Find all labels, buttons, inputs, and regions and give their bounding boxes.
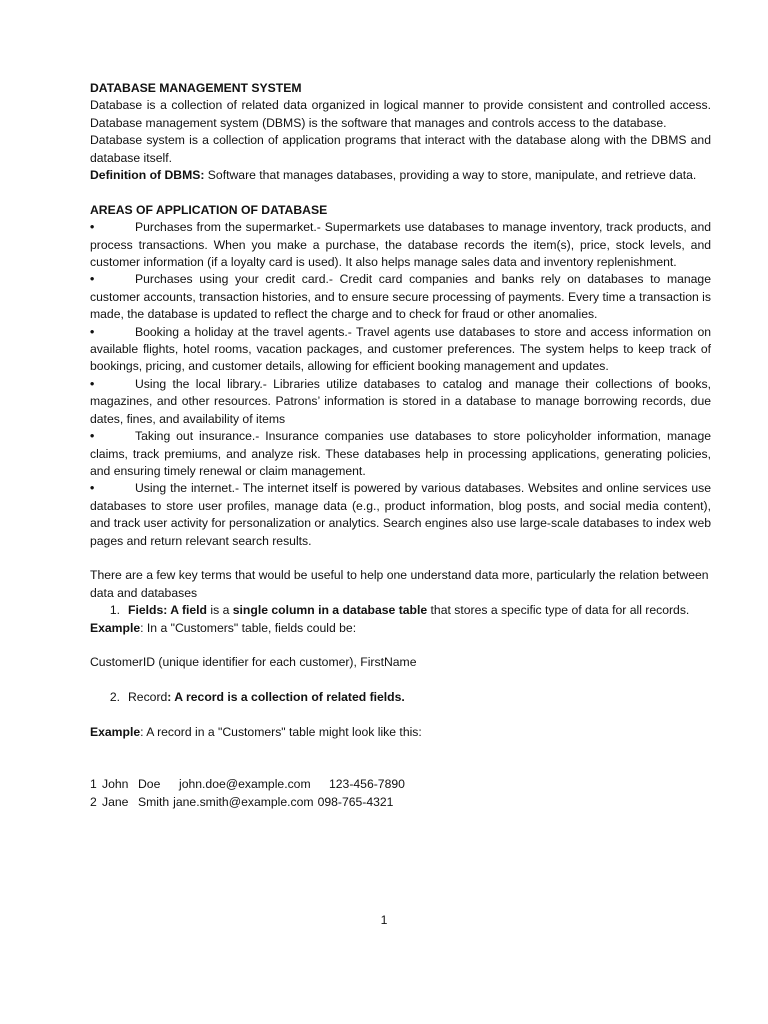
bullet-item [90,324,711,376]
example-label: Example [90,724,141,739]
fields-label: Fields [128,603,164,618]
record-id: 1 [90,777,97,792]
intro-paragraph-1: Database is a collection of related data organized in logical manner to provide consistent and controlled access. Database management system (DBMS) is the software that manages and controls access to the database. [90,98,711,130]
fields-example-text: CustomerID (unique identifier for each customer), FirstName [90,655,417,670]
list-item-fields: 1. Fields: A field is a single column in a database table that stores a specific type of data for all records. [90,602,711,619]
bullet-text: Purchases using your credit card.- Credit card companies and banks rely on databases to manage customer accounts, transaction histories, and to ensure secure processing of payments. Every time a transaction is made, the database is updated to reflect the charge and to check for fraud or other anomalies. [90,272,711,322]
doc-title: DATABASE MANAGEMENT SYSTEM [90,81,302,95]
bullet-icon: • [90,376,95,391]
table-row [90,794,711,811]
record-table [90,776,711,811]
page-number: 1 [380,913,388,927]
record-first-name: John [102,777,129,792]
record-label: Record [128,690,168,705]
bullet-item [90,271,711,323]
bullet-text: Purchases from the supermarket.- Supermarkets use databases to manage inventory, track products, and process transactions. When you make a purchase, the database records the item(s), price, stock levels, and customer information (if a loyalty card is used). It also helps manage sales data and inventory replenishment. [90,220,711,270]
record-email: jane.smith@example.com [173,794,314,809]
bullet-icon: • [90,429,95,444]
definition-paragraph [90,167,711,184]
bullet-item [90,428,711,480]
list-number: 1. [109,603,120,618]
key-terms-intro: There are a few key terms that would be useful to help one understand data more, particularly the relation between data and databases [90,568,709,600]
bullet-icon: • [90,220,95,235]
bullet-icon: • [90,481,95,496]
definition-label: Definition of DBMS: [90,168,205,183]
bullet-text: Using the internet.- The internet itself is powered by various databases. Websites and online services use databases to store user profiles, manage data (e.g., product information, blog posts, and social media content), and track user activity for personalization or analytics. Search engines also use large-scale databases to index web pages and return relevant search results. [90,481,711,548]
bullet-item [90,376,711,428]
record-phone: 098-765-4321 [317,794,394,809]
example-fields: Example: In a "Customers" table, fields could be: [90,620,357,635]
example-label: Example [90,620,141,635]
document-page [90,80,711,811]
definition-text: Software that manages databases, providing a way to store, manipulate, and retrieve data. [204,168,697,183]
table-row [90,776,711,793]
bullet-text: Taking out insurance.- Insurance companies use databases to store policyholder information, manage claims, track premiums, and analyze risk. These databases help in processing applications, generating policies, and ensuring timely renewal or claim management. [90,429,711,478]
bullet-text: Booking a holiday at the travel agents.- Travel agents use databases to store and access information on available flights, hotel rooms, vacation packages, and customer preferences. The system helps to keep track of bookings, pricing, and customer details, allowing for efficient booking management and updates. [90,324,711,374]
bullet-item [90,219,711,271]
record-last-name: Doe [138,777,161,792]
list-number: 2. [109,690,120,705]
example-record: Example: A record in a "Customers" table might look like this: [90,724,422,739]
list-item-record: 2. Record: A record is a collection of related fields. [90,689,711,706]
record-email: john.doe@example.com [179,777,311,792]
bullet-icon: • [90,324,95,339]
record-phone: 123-456-7890 [329,777,405,792]
bullet-item [90,480,711,550]
record-last-name: Smith [138,794,170,809]
application-bullet-list [90,219,711,550]
bullet-text: Using the local library.- Libraries utilize databases to catalog and manage their collections of books, magazines, and other resources. Patrons’ information is stored in a database to manage borrowing records, due dates, fines, and availability of items [90,376,711,426]
record-id: 2 [90,794,97,809]
intro-paragraph-2: Database system is a collection of application programs that interact with the database along with the DBMS and database itself. [90,133,711,165]
areas-heading: AREAS OF APPLICATION OF DATABASE [90,202,328,217]
bullet-icon: • [90,272,95,287]
record-first-name: Jane [102,794,129,809]
